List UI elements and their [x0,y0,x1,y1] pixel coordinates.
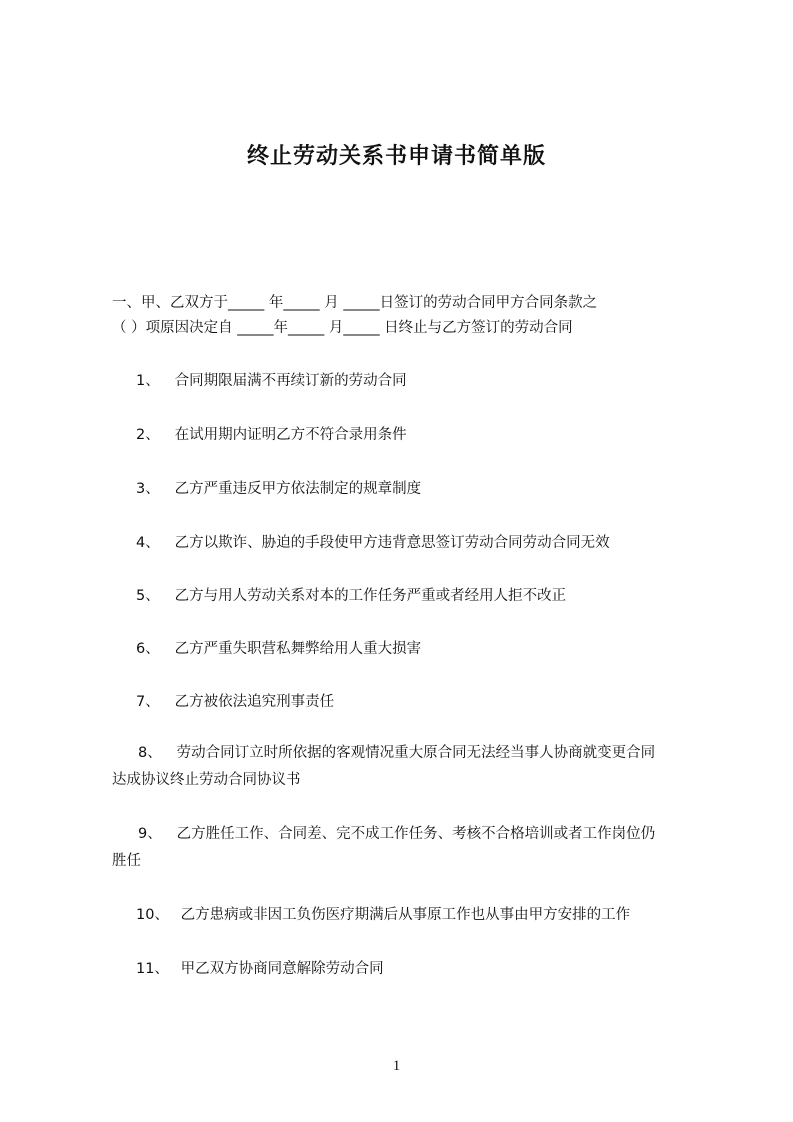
list-item [136,633,421,665]
list-item-number: 11、 [136,961,169,977]
list-item-text: 乙方与用人劳动关系对本的工作任务严重或者经用人拒不改正 [174,588,567,604]
list-item-text: 合同期限届满不再续订新的劳动合同 [174,373,407,389]
list-item-number: 2、 [136,427,160,443]
list-item-text: 乙方被依法追究刑事责任 [174,694,335,710]
list-item-text: 乙方严重失职营私舞弊给用人重大损害 [174,641,422,657]
list-item [136,580,566,612]
list-item-number: 10、 [136,907,169,923]
list-item-continuation: 达成协议终止劳动合同协议书 [112,772,301,788]
list-item-text: 乙方胜任工作、合同差、完不成工作任务、考核不合格培训或者工作岗位仍 [176,826,656,842]
list-item [136,419,407,451]
list-item-number: 5、 [136,588,160,604]
list-item-number: 4、 [136,535,160,551]
list-item-continuation: 胜任 [112,853,141,869]
list-item-number: 8、 [138,745,162,761]
list-item-number: 3、 [136,481,160,497]
list-item-text: 乙方患病或非因工负伤医疗期满后从事原工作也从事由甲方安排的工作 [180,907,631,923]
list-item [136,686,334,718]
list-item [136,899,630,931]
list-item-text: 乙方严重违反甲方依法制定的规章制度 [174,481,422,497]
list-item-text: 劳动合同订立时所依据的客观情况重大原合同无法经当事人协商就变更合同 [176,745,656,761]
page-number: 1 [392,1058,401,1074]
list-item [136,527,610,559]
list-item-number: 9、 [138,826,162,842]
list-item [136,473,421,505]
list-item-text: 甲乙双方协商同意解除劳动合同 [180,961,384,977]
intro-line-2: （ ）项原因决定自 _____年_____ 月_____ 日终止与乙方签订的劳动合同 [112,320,573,336]
list-item-number: 7、 [136,694,160,710]
list-item-text: 在试用期内证明乙方不符合录用条件 [174,427,407,443]
intro-line-1: 一、甲、乙双方于_____ 年_____ 月 _____日签订的劳动合同甲方合同条款之 [112,295,598,311]
list-item-number: 6、 [136,641,160,657]
list-item [138,818,655,850]
document-title: 终止劳动关系书申请书简单版 [246,144,546,169]
list-item-text: 乙方以欺诈、胁迫的手段使甲方违背意思签订劳动合同劳动合同无效 [174,535,610,551]
list-item [136,365,407,397]
list-item [136,953,384,985]
list-item-number: 1、 [136,373,160,389]
